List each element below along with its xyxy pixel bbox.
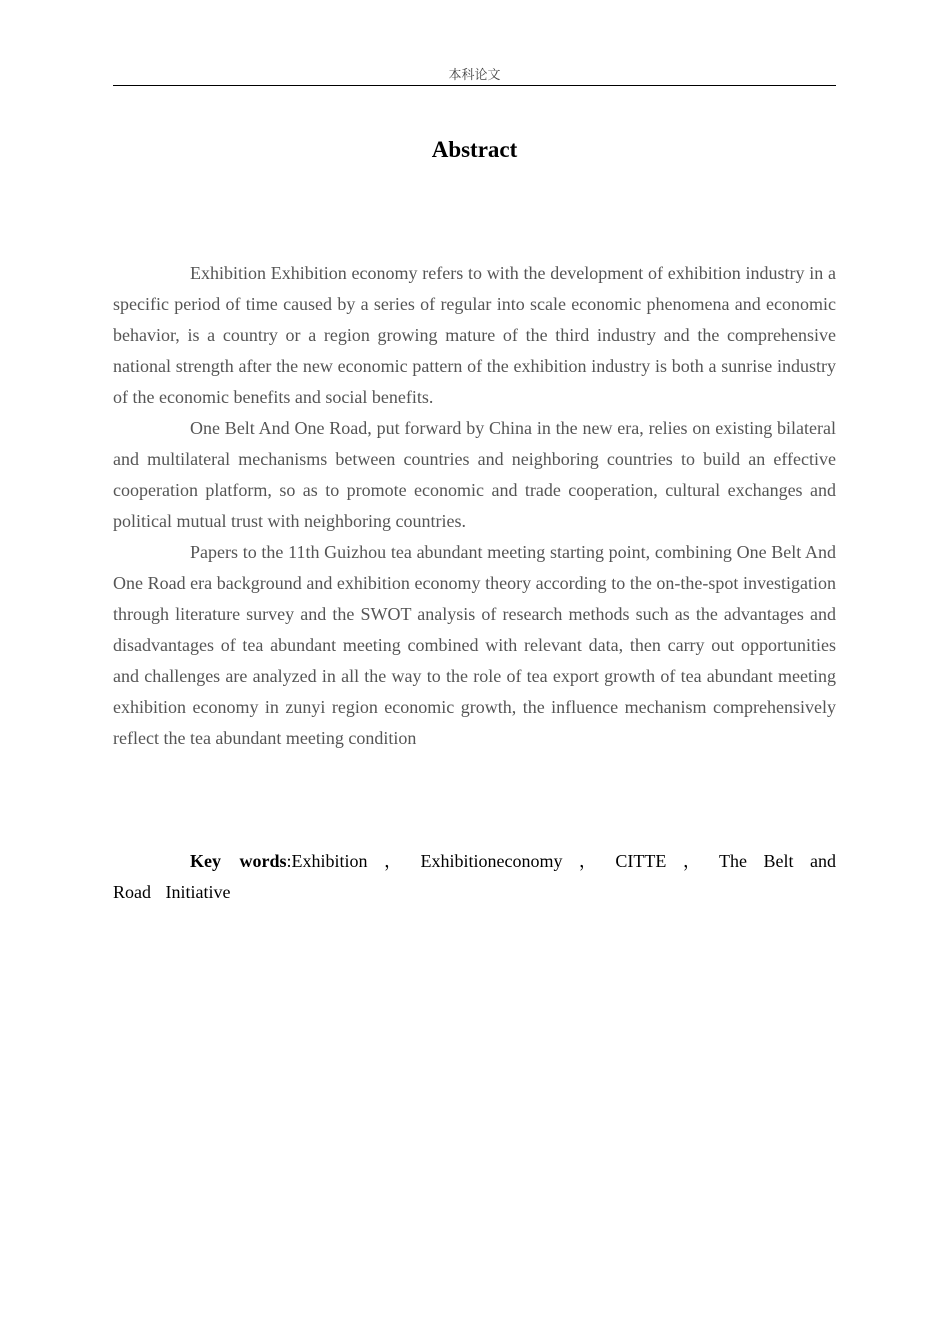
abstract-paragraph: One Belt And One Road, put forward by China in the new era, relies on existing bilateral and multilateral mechanisms between countries and neighboring countries to build an effective cooperation platform, so as to promote economic and trade cooperation, cultural exchanges and political mutual trust with neighboring countries.	[113, 418, 836, 531]
abstract-title: Abstract	[431, 137, 518, 162]
running-header: 本科论文	[448, 67, 501, 82]
abstract-body	[113, 258, 836, 754]
abstract-paragraph: Exhibition Exhibition economy refers to with the development of exhibition industry in a specific period of time caused by a series of regular into scale economic phenomena and economic behavior, is a country or a region growing mature of the third industry and the comprehensive national strength after the new economic pattern of the exhibition industry is both a sunrise industry of the economic benefits and social benefits.	[113, 263, 836, 407]
keywords-text: Exhibition ， Exhibitioneconomy ， CITTE ， The Belt and Road Initiative	[113, 851, 836, 902]
keywords-colon: :	[286, 851, 292, 871]
keywords-line	[113, 846, 836, 908]
keywords-label: Key words	[190, 851, 287, 871]
header-rule	[113, 85, 836, 86]
abstract-paragraph: Papers to the 11th Guizhou tea abundant meeting starting point, combining One Belt And One Road era background and exhibition economy theory according to the on-the-spot investigation through literature survey and the SWOT analysis of research methods such as the advantages and disadvantages of tea abundant meeting combined with relevant data, then carry out opportunities and challenges are analyzed in all the way to the role of tea export growth of tea abundant meeting exhibition economy in zunyi region economic growth, the influence mechanism comprehensively reflect the tea abundant meeting condition	[113, 542, 836, 748]
